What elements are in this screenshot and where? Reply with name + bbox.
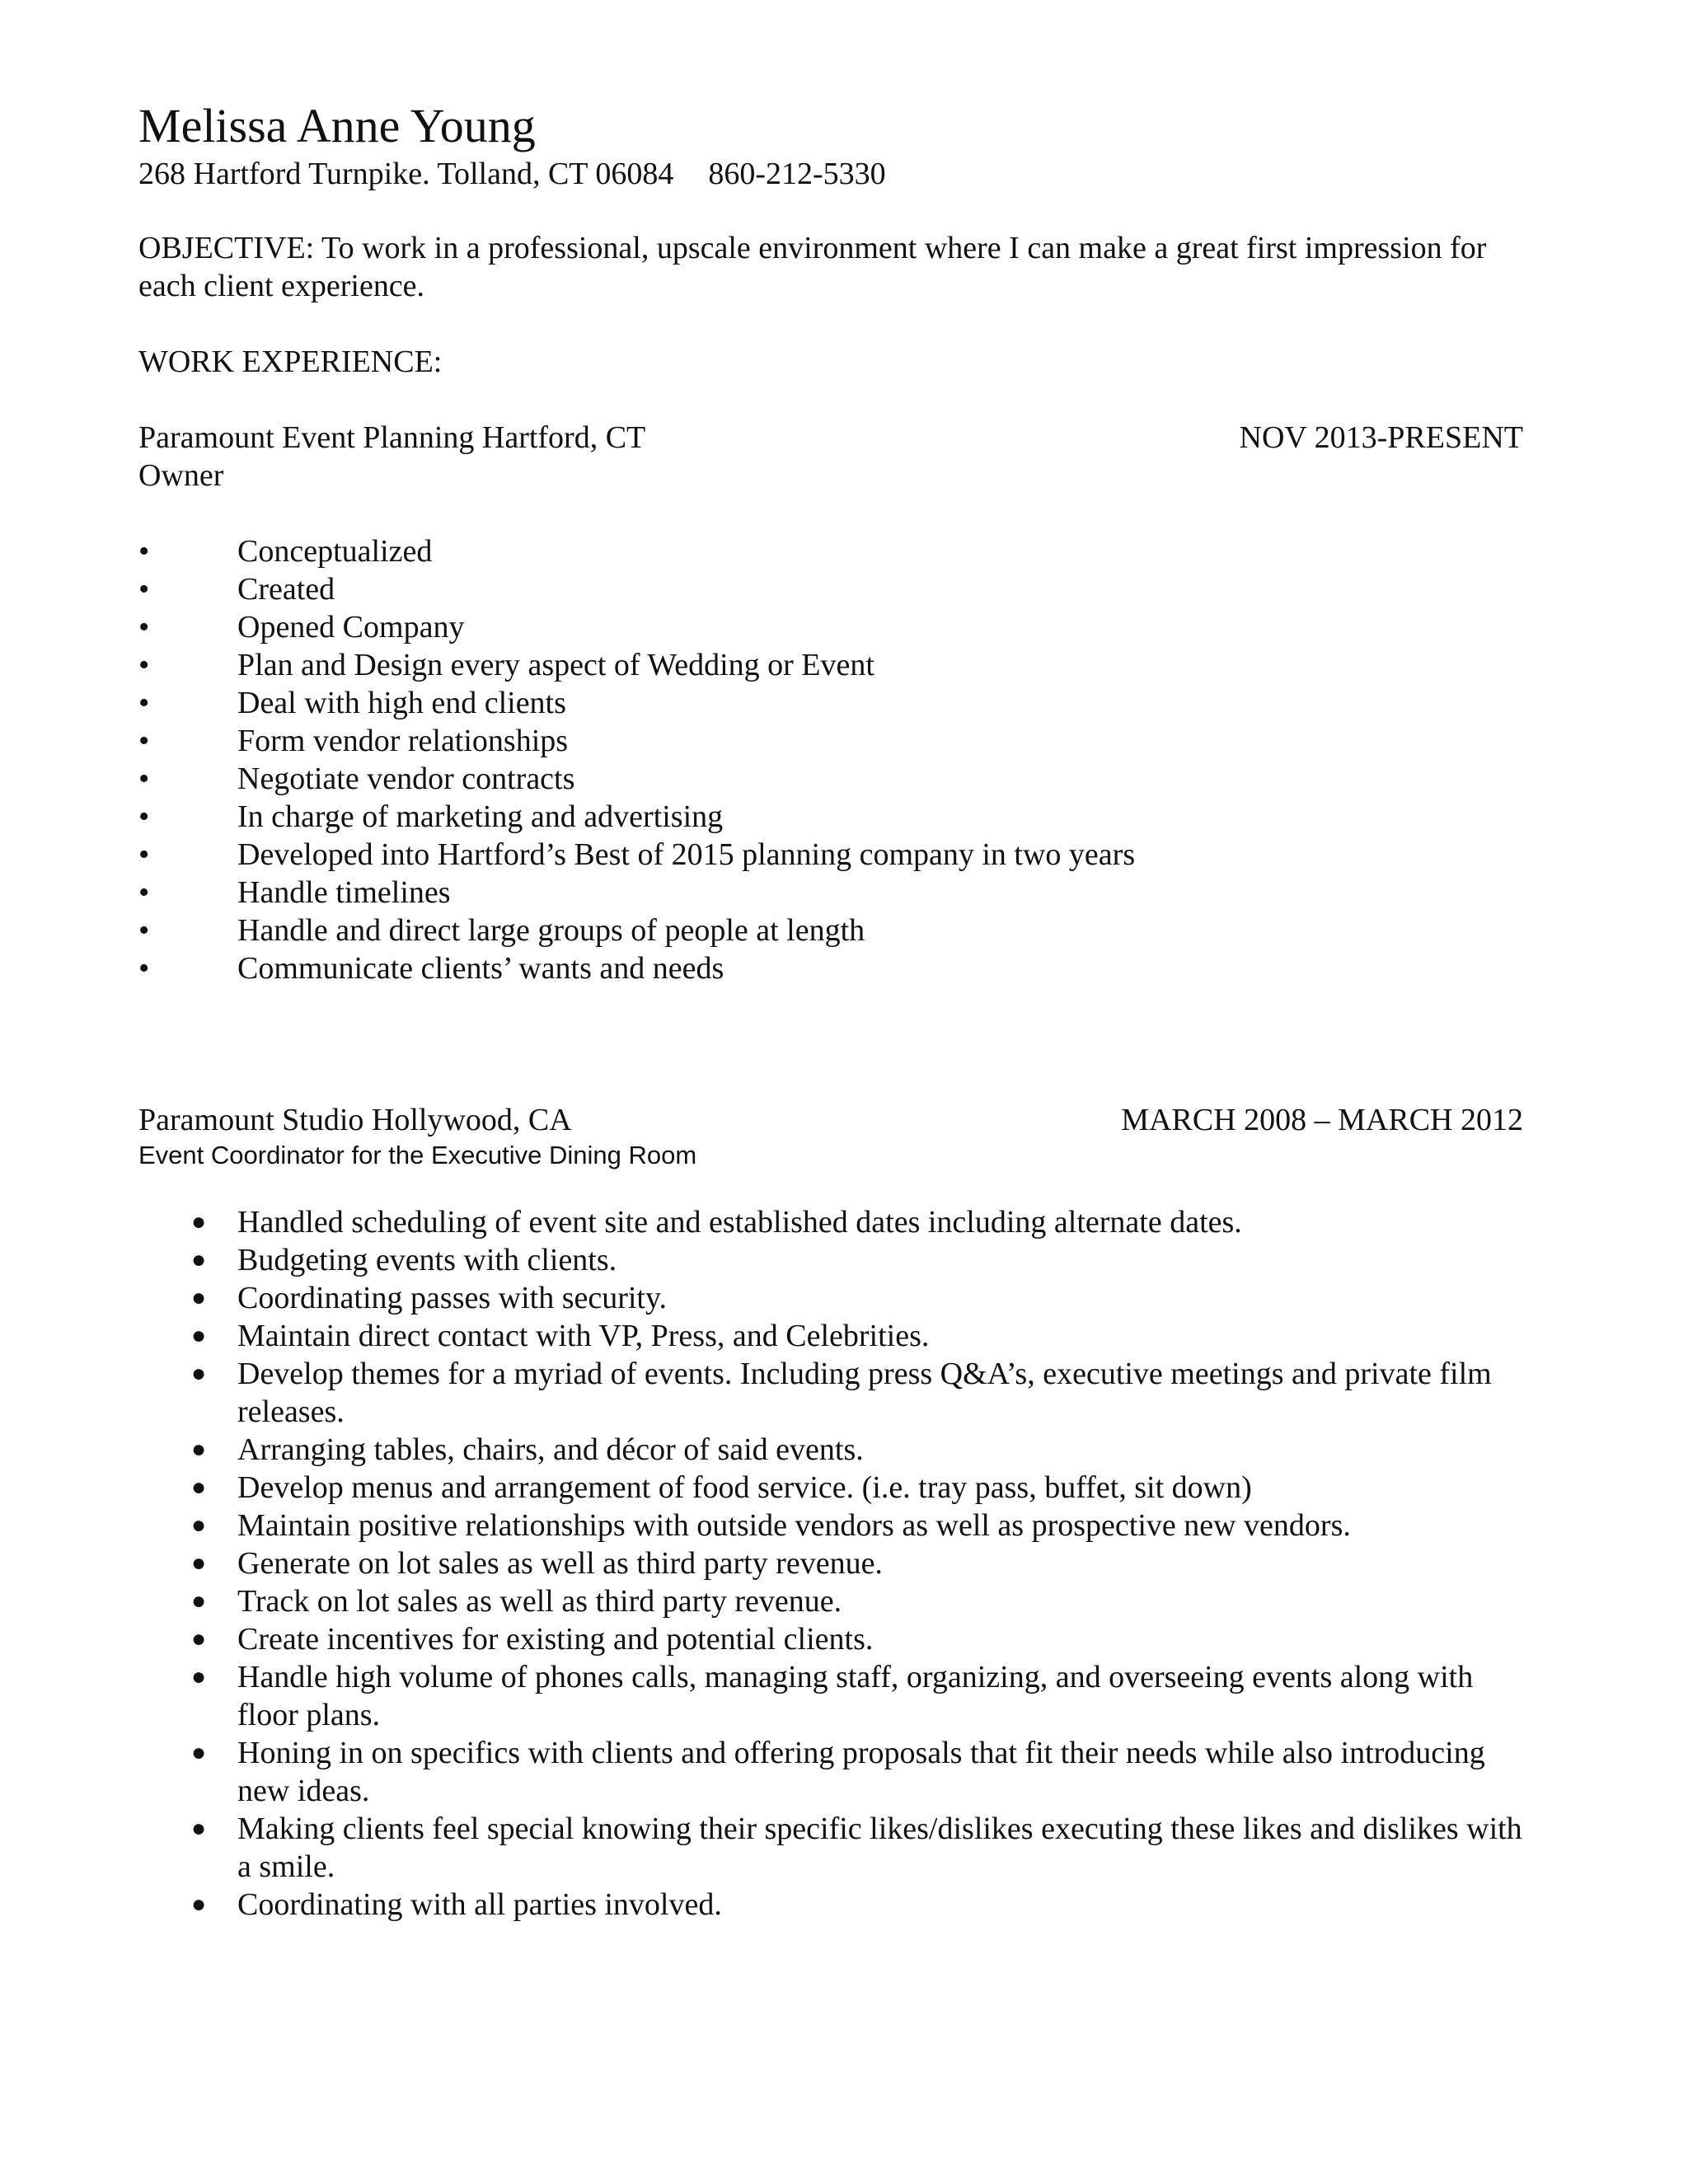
list-item: ● Coordinating with all parties involved. [191,1887,722,1922]
job-dates: NOV 2013-PRESENT [1239,420,1523,455]
list-item: ● Track on lot sales as well as third party revenue. [191,1584,842,1619]
bullet-icon: ● [191,1436,207,1463]
job-title: Owner [138,458,224,493]
bullet-icon: • [138,837,150,872]
bullet-icon: • [138,724,150,758]
list-item: • Developed into Hartford’s Best of 2015 planning company in two years [138,837,1136,872]
list-item: • Plan and Design every aspect of Wedding or Event [138,648,874,682]
bullet-icon: • [138,799,150,834]
bullet-icon: • [138,534,150,569]
bullet-icon: • [138,610,150,644]
job-header [138,1101,1523,1139]
list-item: • Deal with high end clients [138,686,566,720]
list-item: ● Honing in on specifics with clients and offering proposals that fit their needs while also introducing new ideas. [191,1736,1485,1808]
list-item: • In charge of marketing and advertising [138,799,724,834]
address: 268 Hartford Turnpike. Tolland, CT 06084 [138,157,674,191]
job-title: Event Coordinator for the Executive Dining Room [138,1141,697,1169]
bullet-icon: ● [191,1549,207,1577]
objective-statement: OBJECTIVE: To work in a professional, upscale environment where I can make a great first impression for each client experience. [138,231,1487,303]
bullet-icon: ● [191,1891,207,1918]
list-item: • Form vendor relationships [138,724,569,758]
bullet-icon: • [138,572,150,607]
bullet-icon: • [138,913,150,948]
bullet-icon: ● [191,1739,207,1766]
work-experience-heading: WORK EXPERIENCE: [138,344,443,379]
list-item: ● Making clients feel special knowing their specific likes/dislikes executing these likes and dislikes with a smile. [191,1811,1522,1884]
bullet-icon: ● [191,1587,207,1615]
list-item: • Conceptualized [138,534,433,569]
list-item: ● Budgeting events with clients. [191,1243,617,1277]
bullet-icon: • [138,951,150,986]
bullet-icon: ● [191,1474,207,1501]
list-item: ● Arranging tables, chairs, and décor of said events. [191,1432,864,1467]
bullet-icon: ● [191,1208,207,1235]
bullet-icon: ● [191,1663,207,1690]
list-item: • Created [138,572,335,607]
job-company: Paramount Event Planning Hartford, CT [138,420,646,455]
job-dates: MARCH 2008 – MARCH 2012 [1121,1103,1523,1137]
list-item: ● Coordinating passes with security. [191,1281,668,1315]
bullet-icon: ● [191,1360,207,1387]
job-duties-list [138,532,1531,987]
phone-number: 860-212-5330 [708,157,886,191]
list-item: ● Maintain direct contact with VP, Press, and Celebrities. [191,1319,930,1353]
bullet-icon: ● [191,1322,207,1349]
bullet-icon: ● [191,1511,207,1539]
list-item: ● Develop menus and arrangement of food service. (i.e. tray pass, buffet, sit down) [191,1470,1252,1505]
list-item: • Opened Company [138,610,465,644]
bullet-icon: • [138,686,150,720]
list-item: ● Maintain positive relationships with outside vendors as well as prospective new vendors. [191,1508,1351,1543]
list-item: ● Create incentives for existing and potential clients. [191,1622,874,1657]
list-item: ● Develop themes for a myriad of events. Including press Q&A’s, executive meetings and private film releases. [191,1357,1492,1429]
contact-line [138,155,1531,193]
applicant-name: Melissa Anne Young [138,99,536,152]
list-item: ● Generate on lot sales as well as third party revenue. [191,1546,883,1581]
list-item: • Communicate clients’ wants and needs [138,951,724,986]
job-company: Paramount Studio Hollywood, CA [138,1103,572,1137]
list-item: • Negotiate vendor contracts [138,762,575,796]
job-header [138,419,1523,457]
bullet-icon: ● [191,1625,207,1652]
bullet-icon: • [138,762,150,796]
list-item: ● Handle high volume of phones calls, managing staff, organizing, and overseeing events along with floor plans. [191,1660,1474,1732]
bullet-icon: ● [191,1815,207,1842]
list-item: • Handle and direct large groups of people at length [138,913,865,948]
bullet-icon: • [138,648,150,682]
list-item: ● Handled scheduling of event site and established dates including alternate dates. [191,1205,1242,1240]
bullet-icon: ● [191,1246,207,1273]
bullet-icon: • [138,875,150,910]
job-duties-list [138,1203,1531,1924]
resume-page [138,97,1531,1924]
bullet-icon: ● [191,1284,207,1311]
list-item: • Handle timelines [138,875,451,910]
